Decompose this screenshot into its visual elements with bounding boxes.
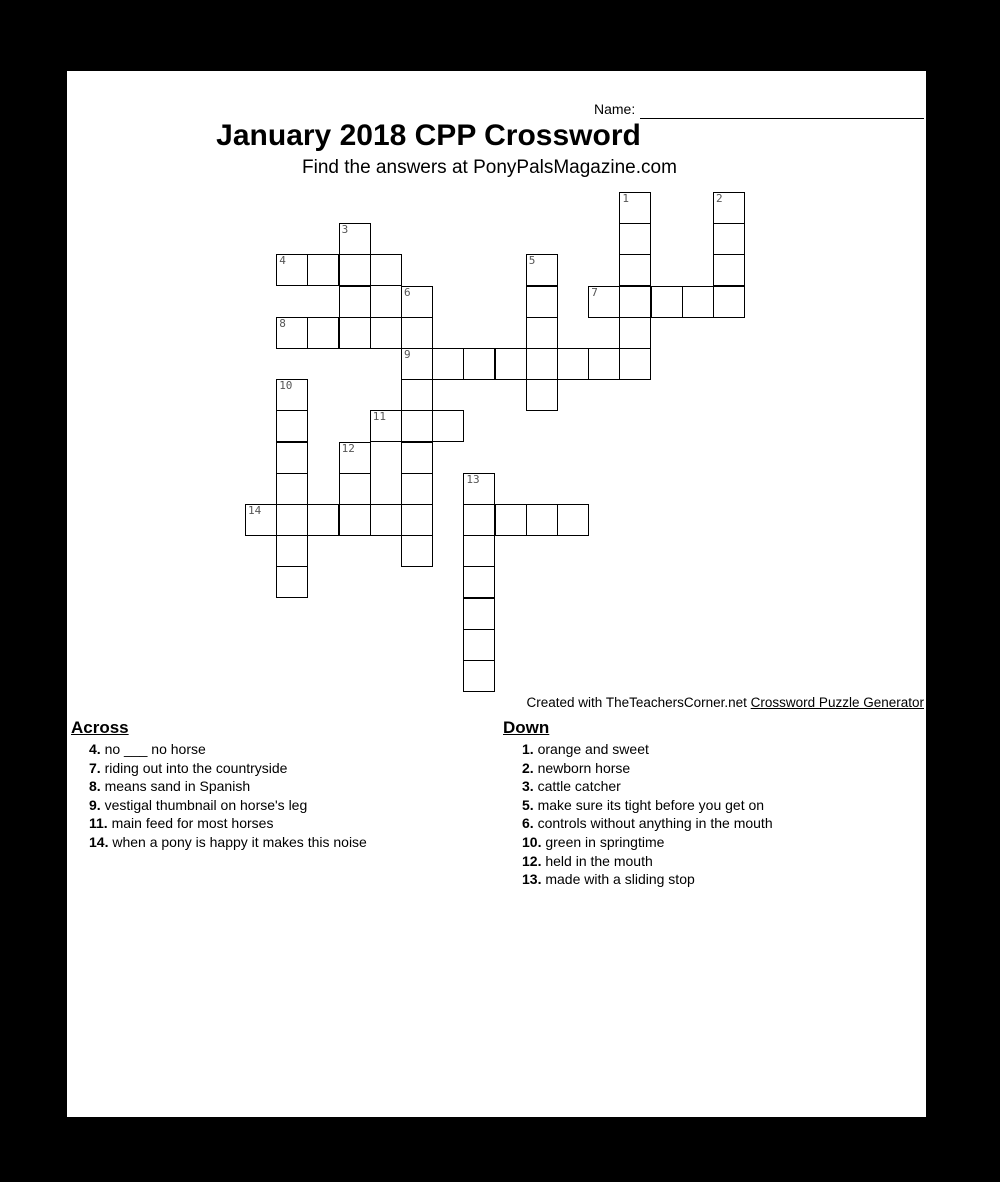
cell-number: 7 bbox=[591, 285, 598, 299]
clue-number: 5. bbox=[522, 796, 534, 813]
grid-cell[interactable] bbox=[463, 629, 495, 661]
grid-cell[interactable] bbox=[276, 504, 308, 536]
grid-cell[interactable] bbox=[557, 504, 589, 536]
generator-credit bbox=[527, 695, 924, 710]
grid-cell[interactable] bbox=[276, 410, 308, 442]
grid-cell[interactable] bbox=[526, 504, 558, 536]
grid-cell[interactable] bbox=[401, 286, 433, 318]
down-clue bbox=[522, 852, 773, 871]
grid-cell[interactable] bbox=[463, 660, 495, 692]
clue-text: green in springtime bbox=[545, 833, 665, 850]
grid-cell[interactable] bbox=[526, 348, 558, 380]
grid-cell[interactable] bbox=[339, 223, 371, 255]
cell-number: 6 bbox=[404, 285, 411, 299]
cell-number: 14 bbox=[248, 504, 262, 517]
clue-text: no ___ no horse bbox=[104, 741, 206, 757]
grid-cell[interactable] bbox=[713, 286, 745, 318]
grid-cell[interactable] bbox=[432, 348, 464, 380]
clue-text: held in the mouth bbox=[545, 852, 653, 869]
cell-number: 4 bbox=[279, 254, 286, 268]
cell-number: 1 bbox=[622, 192, 630, 205]
cell-number: 2 bbox=[716, 192, 723, 205]
grid-cell[interactable] bbox=[276, 442, 308, 474]
grid-cell[interactable] bbox=[463, 598, 495, 630]
puzzle-subtitle: Find the answers at PonyPalsMagazine.com bbox=[302, 157, 677, 178]
across-clue bbox=[89, 759, 367, 778]
cell-number: 10 bbox=[279, 379, 293, 393]
clue-text: cattle catcher bbox=[537, 778, 621, 795]
clue-text: controls without anything in the mouth bbox=[537, 815, 773, 832]
grid-cell[interactable] bbox=[619, 223, 651, 255]
down-clue bbox=[522, 870, 773, 889]
clue-number: 1. bbox=[522, 741, 534, 757]
name-label: Name: bbox=[594, 101, 636, 117]
cell-number: 11 bbox=[372, 410, 387, 424]
clue-number: 4. bbox=[89, 741, 101, 757]
worksheet-page bbox=[67, 71, 926, 1117]
grid-cell[interactable] bbox=[495, 348, 527, 380]
grid-cell[interactable] bbox=[307, 317, 339, 349]
down-clue bbox=[522, 833, 773, 852]
grid-cell[interactable] bbox=[713, 192, 745, 224]
down-clue bbox=[522, 759, 773, 778]
clue-number: 6. bbox=[522, 815, 534, 832]
grid-cell[interactable] bbox=[619, 192, 651, 224]
clue-number: 11. bbox=[89, 815, 108, 832]
grid-cell[interactable] bbox=[432, 410, 464, 442]
grid-cell[interactable] bbox=[370, 317, 402, 349]
grid-cell[interactable] bbox=[713, 254, 745, 286]
clue-text: made with a sliding stop bbox=[545, 871, 695, 888]
clue-text: means sand in Spanish bbox=[104, 778, 251, 795]
grid-cell[interactable] bbox=[276, 317, 308, 349]
across-clue-list bbox=[89, 740, 367, 852]
grid-cell[interactable] bbox=[463, 535, 495, 567]
grid-cell[interactable] bbox=[339, 504, 371, 536]
clue-number: 2. bbox=[522, 759, 534, 776]
grid-cell[interactable] bbox=[370, 504, 402, 536]
clue-text: newborn horse bbox=[537, 759, 631, 776]
grid-cell[interactable] bbox=[276, 473, 308, 505]
grid-cell[interactable] bbox=[276, 535, 308, 567]
grid-cell[interactable] bbox=[463, 473, 495, 505]
down-clue bbox=[522, 796, 773, 815]
grid-cell[interactable] bbox=[401, 348, 433, 380]
clue-text: make sure its tight before you get on bbox=[537, 796, 765, 813]
grid-cell[interactable] bbox=[526, 254, 558, 286]
grid-cell[interactable] bbox=[713, 223, 745, 255]
grid-cell[interactable] bbox=[401, 504, 433, 536]
clue-number: 13. bbox=[522, 871, 542, 888]
across-clue bbox=[89, 740, 367, 759]
grid-cell[interactable] bbox=[682, 286, 714, 318]
grid-cell[interactable] bbox=[339, 317, 371, 349]
clue-text: riding out into the countryside bbox=[104, 759, 288, 776]
clue-text: orange and sweet bbox=[537, 741, 649, 757]
clue-number: 9. bbox=[89, 796, 101, 813]
grid-cell[interactable] bbox=[557, 348, 589, 380]
grid-cell[interactable] bbox=[526, 379, 558, 411]
grid-cell[interactable] bbox=[276, 379, 308, 411]
down-heading: Down bbox=[503, 718, 550, 737]
grid-cell[interactable] bbox=[588, 348, 620, 380]
credit-link[interactable]: Crossword Puzzle Generator bbox=[750, 695, 924, 710]
puzzle-title: January 2018 CPP Crossword bbox=[216, 119, 641, 152]
grid-cell[interactable] bbox=[526, 317, 558, 349]
clue-number: 3. bbox=[522, 778, 534, 795]
grid-cell[interactable] bbox=[401, 473, 433, 505]
cell-number: 12 bbox=[341, 441, 355, 455]
cell-number: 13 bbox=[466, 472, 480, 486]
grid-cell[interactable] bbox=[463, 348, 495, 380]
clue-number: 8. bbox=[89, 778, 101, 795]
cell-number: 9 bbox=[404, 348, 411, 361]
clue-number: 7. bbox=[89, 759, 101, 776]
clue-text: main feed for most horses bbox=[111, 815, 274, 832]
down-clue-list bbox=[522, 740, 773, 889]
grid-cell[interactable] bbox=[401, 379, 433, 411]
down-clue bbox=[522, 814, 773, 833]
grid-cell[interactable] bbox=[401, 317, 433, 349]
grid-cell[interactable] bbox=[276, 254, 308, 286]
grid-cell[interactable] bbox=[339, 286, 371, 318]
grid-cell[interactable] bbox=[619, 317, 651, 349]
across-clue bbox=[89, 777, 367, 796]
grid-cell[interactable] bbox=[307, 504, 339, 536]
down-clue bbox=[522, 777, 773, 796]
credit-text: Created with TheTeachersCorner.net bbox=[526, 695, 747, 710]
down-clue bbox=[522, 740, 773, 759]
grid-cell[interactable] bbox=[401, 442, 433, 474]
grid-cell[interactable] bbox=[339, 473, 371, 505]
grid-cell[interactable] bbox=[401, 535, 433, 567]
grid-cell[interactable] bbox=[339, 442, 371, 474]
cell-number: 8 bbox=[279, 316, 286, 330]
clue-text: vestigal thumbnail on horse's leg bbox=[104, 796, 308, 813]
across-clue bbox=[89, 833, 367, 852]
grid-cell[interactable] bbox=[619, 348, 651, 380]
grid-cell[interactable] bbox=[619, 254, 651, 286]
grid-cell[interactable] bbox=[307, 254, 339, 286]
grid-cell[interactable] bbox=[463, 504, 495, 536]
across-clue bbox=[89, 814, 367, 833]
clue-number: 10. bbox=[522, 833, 542, 850]
grid-cell[interactable] bbox=[463, 566, 495, 598]
grid-cell[interactable] bbox=[245, 504, 277, 536]
grid-cell[interactable] bbox=[276, 566, 308, 598]
grid-cell[interactable] bbox=[339, 254, 371, 286]
grid-cell[interactable] bbox=[651, 286, 683, 318]
across-heading: Across bbox=[71, 718, 129, 737]
grid-cell[interactable] bbox=[619, 286, 651, 318]
grid-cell[interactable] bbox=[370, 254, 402, 286]
grid-cell[interactable] bbox=[370, 410, 402, 442]
clue-number: 14. bbox=[89, 833, 109, 850]
grid-cell[interactable] bbox=[495, 504, 527, 536]
grid-cell[interactable] bbox=[401, 410, 433, 442]
grid-cell[interactable] bbox=[526, 286, 558, 318]
clue-number: 12. bbox=[522, 852, 542, 869]
cell-number: 5 bbox=[528, 254, 536, 268]
clue-text: when a pony is happy it makes this noise bbox=[112, 833, 367, 850]
across-clue bbox=[89, 796, 367, 815]
grid-cell[interactable] bbox=[588, 286, 620, 318]
cell-number: 3 bbox=[341, 223, 349, 237]
